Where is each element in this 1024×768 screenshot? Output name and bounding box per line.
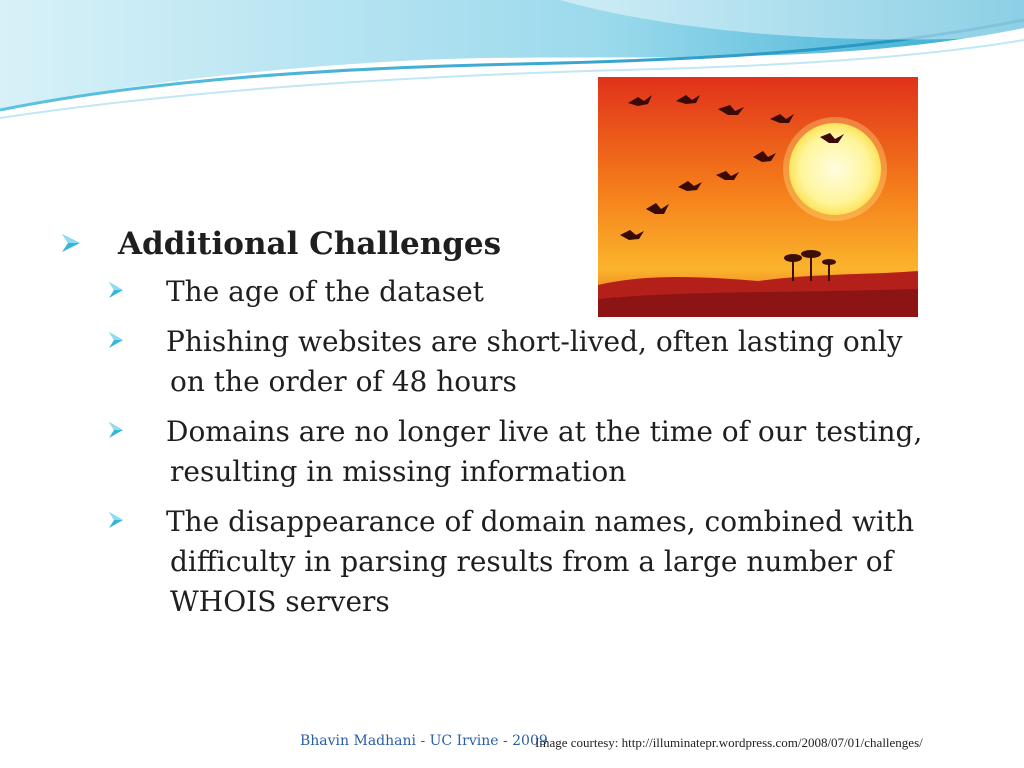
- heading-item: [60, 222, 960, 266]
- bullet-text-line: on the order of 48 hours: [170, 365, 517, 398]
- bullet-text-line: resulting in missing information: [170, 455, 627, 488]
- arrowhead-bullet-icon: [108, 511, 124, 529]
- slide-heading: Additional Challenges: [118, 226, 502, 262]
- list-item: [60, 412, 960, 492]
- arrowhead-bullet-icon: [60, 232, 82, 254]
- bullet-text-line: difficulty in parsing results from a large number of: [170, 545, 893, 578]
- image-credit: Image courtesy: http://illuminatepr.wordpress.com/2008/07/01/challenges/: [535, 735, 923, 750]
- arrowhead-bullet-icon: [108, 421, 124, 439]
- arrowhead-bullet-icon: [108, 281, 124, 299]
- bullet-text-line: Domains are no longer live at the time of our testing,: [166, 415, 923, 448]
- bullet-text-line: Phishing websites are short-lived, often lasting only: [166, 325, 903, 358]
- bullet-text-line: The age of the dataset: [166, 275, 484, 308]
- bullet-text-line: The disappearance of domain names, combined with: [166, 505, 915, 538]
- arrowhead-bullet-icon: [108, 331, 124, 349]
- footer-author: Bhavin Madhani - UC Irvine - 2009: [300, 733, 548, 749]
- list-item: [60, 502, 960, 622]
- bullet-text-line: WHOIS servers: [170, 585, 390, 618]
- list-item: [60, 272, 960, 312]
- list-item: [60, 322, 960, 402]
- slide-content: [60, 222, 960, 632]
